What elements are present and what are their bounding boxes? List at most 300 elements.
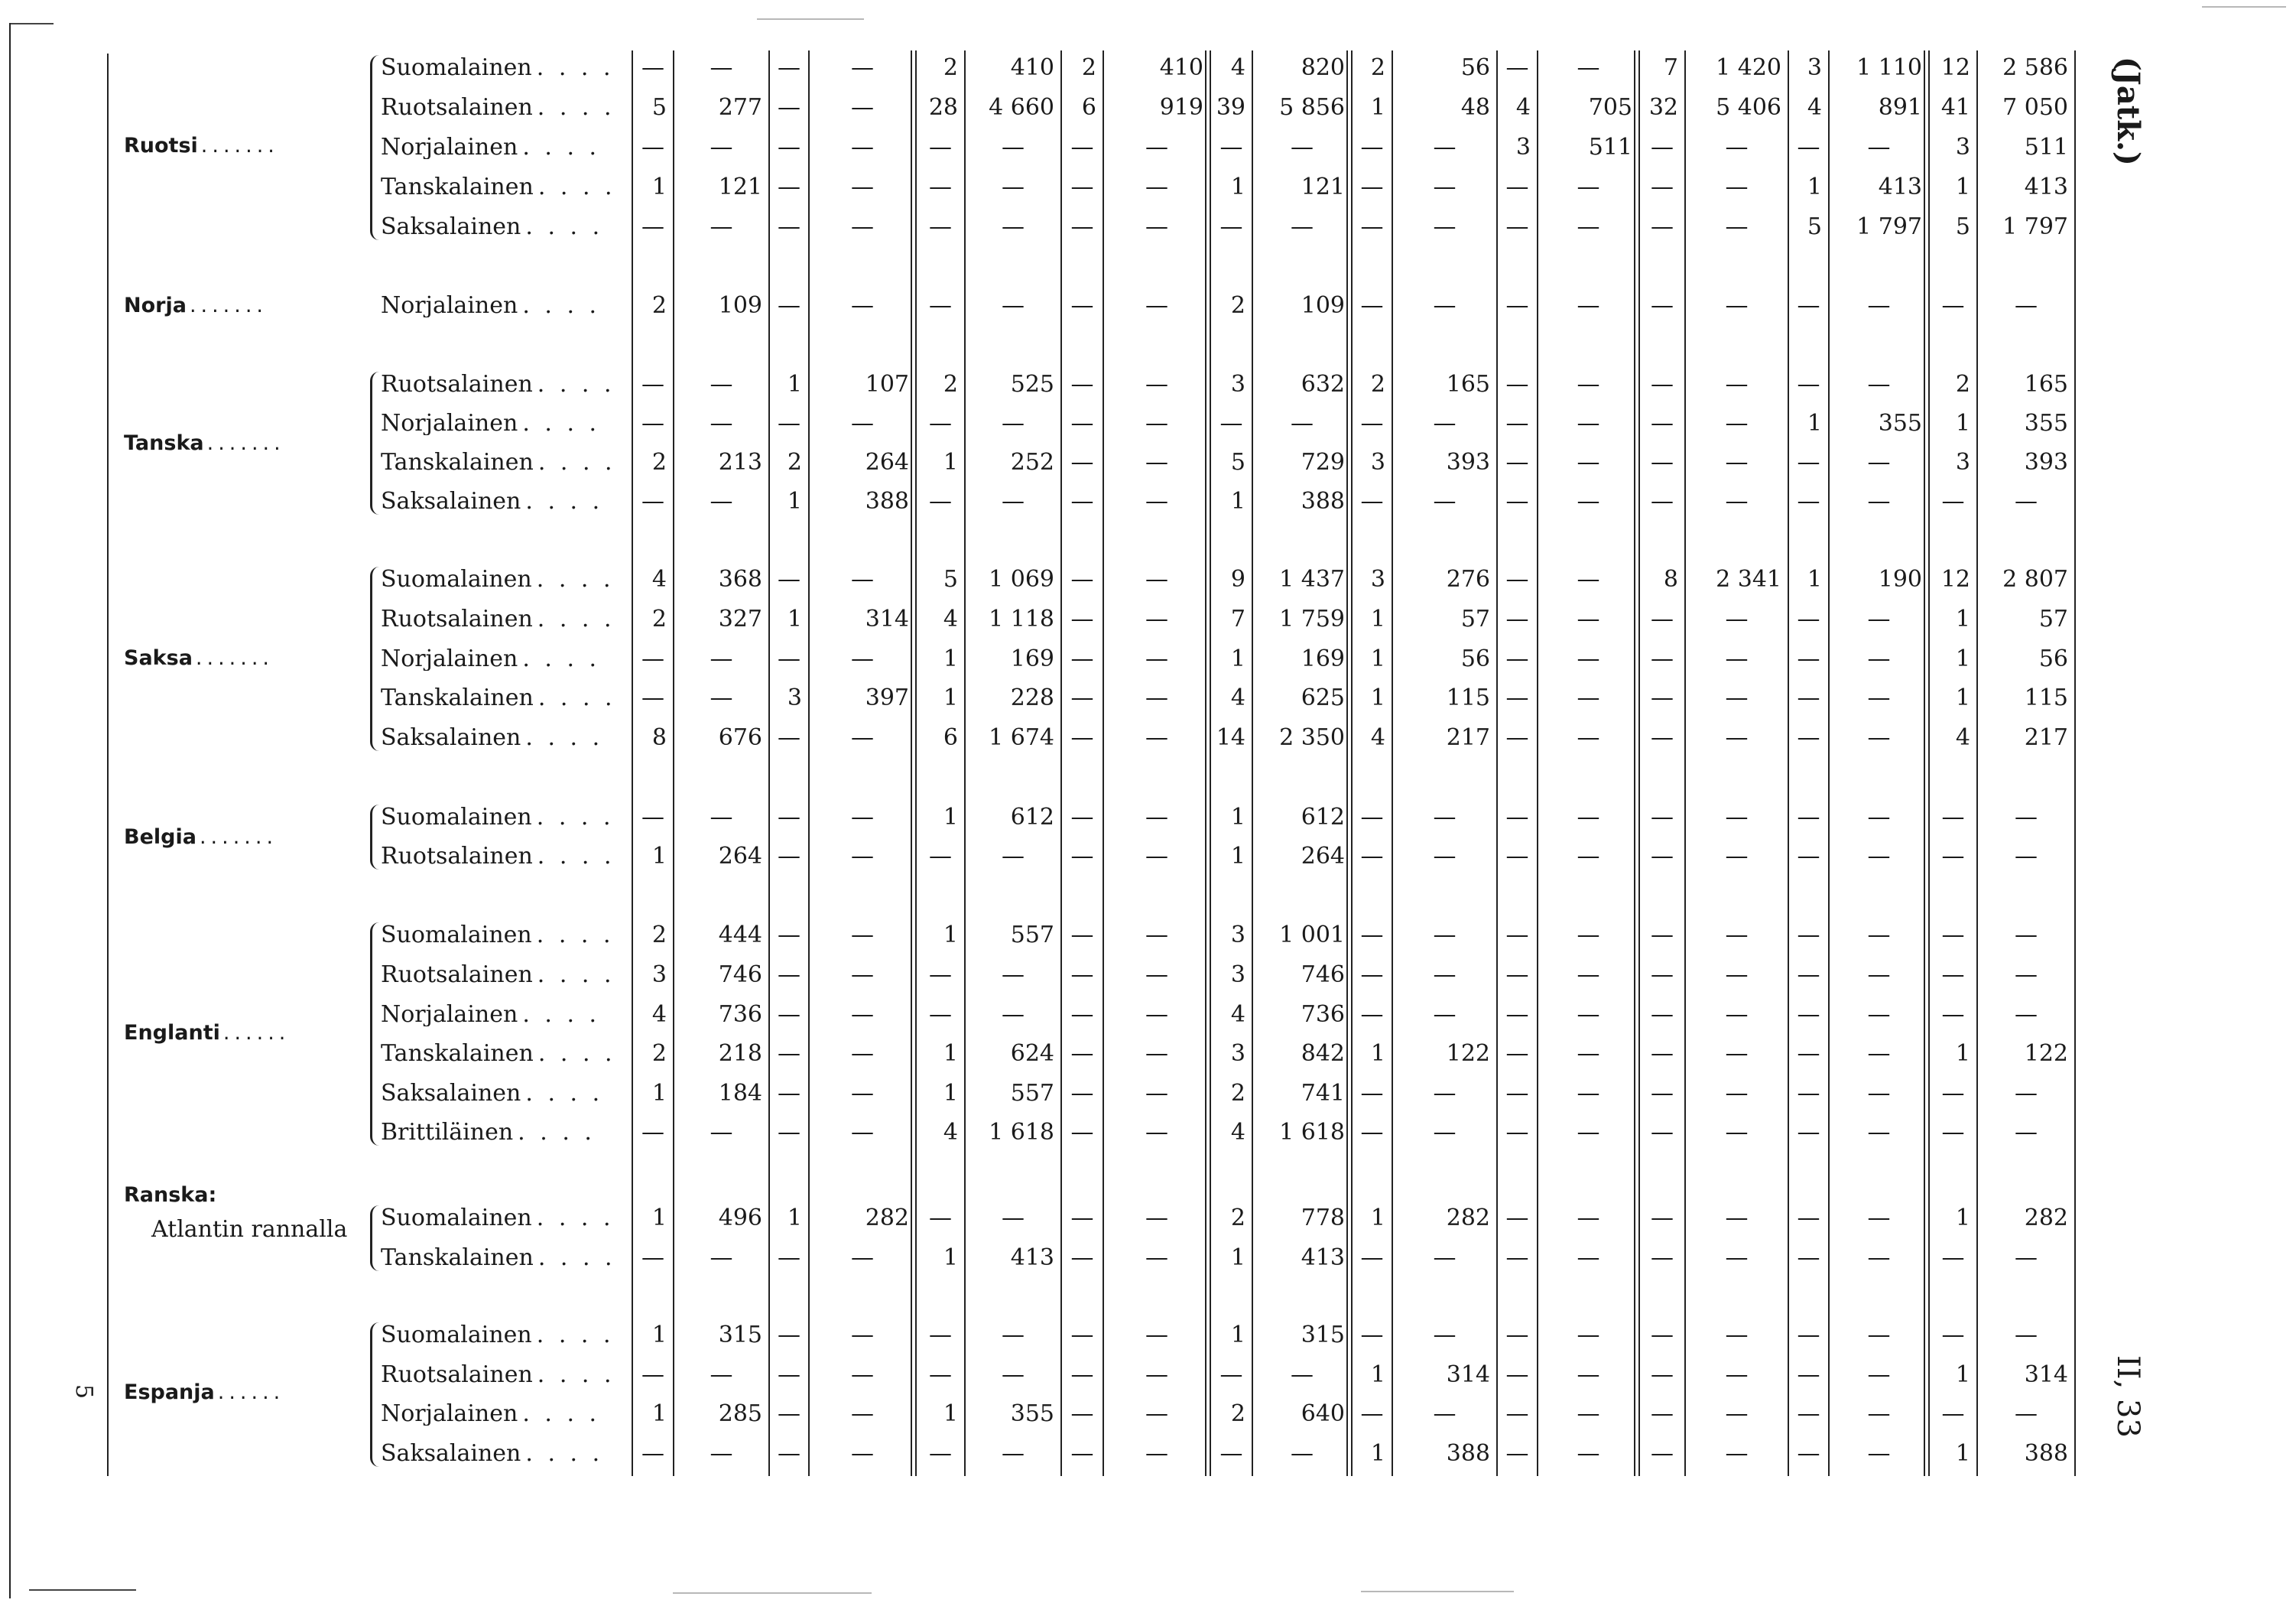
table-cell: —: [1577, 566, 1600, 593]
table-cell: 640: [1301, 1400, 1345, 1427]
leader-dots: . . . .: [522, 136, 601, 159]
table-cell: —: [1725, 1040, 1749, 1067]
table-cell: —: [1433, 922, 1457, 948]
table-cell: 496: [718, 1205, 762, 1231]
table-cell: —: [1433, 961, 1457, 988]
table-cell: —: [851, 922, 874, 948]
table-cell: —: [1867, 684, 1891, 711]
table-cell: —: [1505, 213, 1529, 240]
table-cell: 4: [943, 1119, 958, 1146]
table-cell: 2: [651, 449, 667, 476]
table-cell: —: [710, 134, 733, 161]
table-cell: 410: [1159, 54, 1203, 81]
table-cell: 736: [1301, 1001, 1345, 1028]
country-name: Saksa: [124, 646, 193, 670]
table-cell: 1 118: [989, 606, 1054, 632]
table-cell: 217: [2024, 724, 2068, 751]
row-label-text: Saksalainen: [381, 490, 521, 513]
leader-dots: . . . .: [522, 294, 601, 317]
table-cell: —: [1219, 410, 1243, 437]
table-cell: —: [1797, 1205, 1820, 1231]
row-label-text: Norjalainen: [381, 1003, 518, 1026]
table-cell: —: [1797, 724, 1820, 751]
table-cell: 2: [787, 449, 802, 476]
country-name: Belgia: [124, 825, 196, 849]
table-cell: —: [1002, 1322, 1025, 1348]
table-cell: —: [1797, 1001, 1820, 1028]
table-cell: 264: [865, 449, 909, 476]
table-cell: 1: [1955, 645, 1970, 672]
table-cell: —: [1651, 606, 1674, 632]
table-cell: —: [2015, 1080, 2038, 1107]
table-cell: 413: [1301, 1244, 1345, 1271]
table-cell: —: [1505, 684, 1529, 711]
table-cell: —: [1577, 843, 1600, 870]
table-cell: —: [1651, 684, 1674, 711]
table-cell: —: [1725, 371, 1749, 398]
table-cell: 1 618: [989, 1119, 1054, 1146]
table-cell: —: [1577, 1322, 1600, 1348]
table-cell: —: [1291, 213, 1314, 240]
table-cell: —: [1725, 174, 1749, 200]
table-cell: —: [1867, 645, 1891, 672]
table-cell: —: [1219, 1361, 1243, 1388]
country-name: Ranska:: [124, 1183, 217, 1207]
table-cell: 4: [1230, 1119, 1245, 1146]
table-cell: —: [1577, 54, 1600, 81]
table-cell: 1: [1230, 488, 1245, 515]
table-cell: 1: [1370, 645, 1385, 672]
table-cell: —: [1797, 961, 1820, 988]
row-label: [381, 806, 629, 829]
leader-dots: .......: [189, 294, 268, 317]
table-cell: 741: [1301, 1080, 1345, 1107]
table-cell: —: [1651, 1001, 1674, 1028]
table-cell: —: [1145, 134, 1168, 161]
table-cell: 264: [1301, 843, 1345, 870]
table-cell: —: [1291, 1440, 1314, 1467]
table-cell: —: [1070, 1361, 1094, 1388]
table-cell: —: [778, 724, 801, 751]
table-cell: —: [1577, 174, 1600, 200]
row-label-text: Suomalainen: [381, 806, 532, 829]
table-cell: —: [1145, 371, 1168, 398]
table-cell: —: [1797, 1440, 1820, 1467]
table-cell: —: [1797, 1244, 1820, 1271]
group-brace: [370, 922, 383, 1146]
table-cell: —: [1651, 1080, 1674, 1107]
row-label: [381, 924, 629, 947]
table-cell: —: [929, 488, 952, 515]
table-cell: —: [1360, 1400, 1384, 1427]
table-cell: —: [710, 1244, 733, 1271]
table-cell: —: [641, 54, 664, 81]
leader-dots: . . . .: [536, 924, 615, 947]
table-cell: —: [1867, 1244, 1891, 1271]
table-cell: 2: [651, 922, 667, 948]
table-cell: 7: [1230, 606, 1245, 632]
row-label: [381, 727, 629, 749]
table-cell: —: [1797, 371, 1820, 398]
table-cell: —: [1651, 1205, 1674, 1231]
table-cell: —: [1577, 645, 1600, 672]
table-cell: —: [1145, 292, 1168, 319]
table-cell: —: [1145, 1400, 1168, 1427]
leader-dots: . . . .: [536, 57, 615, 80]
table-cell: 1: [1955, 410, 1970, 437]
table-cell: —: [851, 292, 874, 319]
table-cell: —: [851, 134, 874, 161]
table-cell: —: [2015, 488, 2038, 515]
table-cell: 57: [2038, 606, 2068, 632]
country-name: Ruotsi: [124, 134, 198, 158]
table-cell: —: [2015, 1244, 2038, 1271]
table-cell: —: [1797, 684, 1820, 711]
table-cell: 2: [1370, 371, 1385, 398]
table-cell: 3: [1230, 922, 1245, 948]
table-cell: 1 797: [1856, 213, 1922, 240]
table-cell: —: [1145, 684, 1168, 711]
leader-dots: . . . .: [525, 216, 604, 239]
table-cell: —: [778, 961, 801, 988]
table-cell: 12: [1940, 566, 1970, 593]
table-cell: 8: [651, 724, 667, 751]
table-cell: —: [1070, 1205, 1094, 1231]
table-cell: —: [778, 1244, 801, 1271]
row-label-text: Ruotsalainen: [381, 608, 533, 631]
table-cell: —: [1577, 1205, 1600, 1231]
table-cell: —: [778, 1040, 801, 1067]
table-cell: —: [1002, 410, 1025, 437]
table-cell: 632: [1301, 371, 1345, 398]
table-cell: —: [1145, 1001, 1168, 1028]
top-left-rule: [9, 23, 54, 24]
leader-dots: . . . .: [518, 1121, 596, 1144]
table-cell: —: [2015, 804, 2038, 831]
table-cell: 4: [1955, 724, 1970, 751]
table-cell: 388: [1301, 488, 1345, 515]
table-cell: —: [710, 804, 733, 831]
table-cell: —: [778, 566, 801, 593]
table-cell: —: [1433, 1322, 1457, 1348]
table-cell: 327: [718, 606, 762, 632]
leader-dots: ......: [222, 1021, 291, 1045]
row-label: [381, 1403, 629, 1426]
table-cell: 1: [1230, 804, 1245, 831]
table-cell: —: [929, 410, 952, 437]
table-cell: 115: [2024, 684, 2068, 711]
row-label: [381, 1247, 629, 1270]
table-cell: —: [1002, 961, 1025, 988]
table-cell: —: [1505, 645, 1529, 672]
table-cell: 2 586: [2002, 54, 2068, 81]
table-cell: —: [710, 684, 733, 711]
table-cell: —: [1070, 1080, 1094, 1107]
table-cell: 28: [928, 94, 958, 121]
table-cell: —: [1651, 1040, 1674, 1067]
table-cell: —: [641, 1361, 664, 1388]
table-cell: 705: [1588, 94, 1632, 121]
table-cell: —: [1002, 843, 1025, 870]
table-cell: 1: [1370, 1040, 1385, 1067]
table-cell: 190: [1878, 566, 1922, 593]
table-cell: —: [1070, 488, 1094, 515]
table-cell: —: [1867, 1205, 1891, 1231]
row-label: [381, 1121, 629, 1144]
leader-dots: . . . .: [536, 1207, 615, 1230]
table-cell: 612: [1301, 804, 1345, 831]
table-cell: 1: [1230, 843, 1245, 870]
table-cell: 2 341: [1716, 566, 1781, 593]
table-cell: —: [778, 94, 801, 121]
table-cell: —: [1651, 292, 1674, 319]
table-cell: —: [1797, 1361, 1820, 1388]
row-label-text: Ruotsalainen: [381, 845, 533, 868]
table-cell: —: [1505, 1080, 1529, 1107]
table-cell: —: [1145, 843, 1168, 870]
table-cell: —: [1797, 449, 1820, 476]
bottom-faint-rule-2: [1361, 1591, 1514, 1592]
country-name: Englanti: [124, 1021, 220, 1045]
table-cell: 1: [943, 1040, 958, 1067]
table-cell: —: [1505, 54, 1529, 81]
table-cell: —: [1070, 449, 1094, 476]
table-cell: 121: [718, 174, 762, 200]
table-cell: 1 110: [1856, 54, 1922, 81]
table-cell: —: [1651, 1361, 1674, 1388]
table-cell: 115: [1446, 684, 1490, 711]
table-cell: —: [778, 174, 801, 200]
table-cell: —: [1797, 1119, 1820, 1146]
table-cell: —: [1577, 1119, 1600, 1146]
table-cell: —: [1941, 1001, 1965, 1028]
table-cell: —: [2015, 961, 2038, 988]
table-cell: —: [929, 961, 952, 988]
table-cell: 736: [718, 1001, 762, 1028]
leader-dots: .......: [200, 134, 279, 158]
table-cell: —: [1797, 1400, 1820, 1427]
table-cell: —: [1145, 410, 1168, 437]
table-cell: —: [1145, 724, 1168, 751]
table-cell: —: [1505, 1400, 1529, 1427]
table-cell: 3: [651, 961, 667, 988]
table-cell: 1: [1955, 1440, 1970, 1467]
table-cell: 729: [1301, 449, 1345, 476]
table-cell: 1: [1807, 174, 1822, 200]
table-cell: 525: [1010, 371, 1054, 398]
table-cell: 1: [1955, 1205, 1970, 1231]
table-cell: —: [1070, 213, 1094, 240]
table-cell: 282: [2024, 1205, 2068, 1231]
table-cell: —: [1725, 922, 1749, 948]
row-label-text: Norjalainen: [381, 648, 518, 671]
table-cell: —: [1433, 843, 1457, 870]
table-cell: —: [1070, 684, 1094, 711]
table-cell: —: [1725, 1080, 1749, 1107]
row-label-text: Saksalainen: [381, 1442, 521, 1465]
table-cell: 1: [1230, 1244, 1245, 1271]
table-cell: 388: [1446, 1440, 1490, 1467]
row-label-text: Ruotsalainen: [381, 373, 533, 396]
row-label: [381, 608, 629, 631]
table-cell: 842: [1301, 1040, 1345, 1067]
table-cell: —: [1867, 292, 1891, 319]
table-cell: —: [1145, 606, 1168, 632]
table-cell: —: [1867, 1361, 1891, 1388]
table-cell: 2 350: [1279, 724, 1345, 751]
table-cell: —: [641, 410, 664, 437]
table-cell: —: [1577, 684, 1600, 711]
table-cell: —: [1577, 1040, 1600, 1067]
table-cell: —: [1070, 134, 1094, 161]
table-cell: —: [929, 1440, 952, 1467]
table-cell: —: [1797, 645, 1820, 672]
country-label: [124, 1381, 284, 1404]
table-cell: 4 660: [989, 94, 1054, 121]
table-cell: 121: [1301, 174, 1345, 200]
row-label-text: Tanskalainen: [381, 1042, 534, 1065]
table-cell: —: [1577, 724, 1600, 751]
table-cell: 5 406: [1716, 94, 1781, 121]
table-cell: —: [1505, 1244, 1529, 1271]
table-cell: —: [1725, 724, 1749, 751]
table-cell: —: [1577, 961, 1600, 988]
country-label: [124, 432, 285, 455]
row-label-text: Suomalainen: [381, 924, 532, 947]
country-label: [124, 294, 268, 317]
table-cell: 277: [718, 94, 762, 121]
table-cell: 778: [1301, 1205, 1345, 1231]
table-cell: 624: [1010, 1040, 1054, 1067]
table-cell: 9: [1230, 566, 1245, 593]
table-cell: 1 001: [1279, 922, 1345, 948]
table-cell: —: [1360, 961, 1384, 988]
table-cell: —: [1867, 371, 1891, 398]
table-cell: 1: [943, 1400, 958, 1427]
table-cell: —: [1070, 724, 1094, 751]
table-cell: —: [1577, 1244, 1600, 1271]
table-cell: 57: [1460, 606, 1490, 632]
table-cell: 3: [1515, 134, 1531, 161]
table-cell: 1: [651, 174, 667, 200]
table-cell: —: [1070, 804, 1094, 831]
row-label-text: Norjalainen: [381, 294, 518, 317]
table-cell: —: [851, 1001, 874, 1028]
table-cell: 1: [651, 1205, 667, 1231]
table-cell: —: [778, 54, 801, 81]
table-cell: —: [1433, 410, 1457, 437]
table-cell: —: [1070, 566, 1094, 593]
table-cell: —: [1360, 922, 1384, 948]
table-cell: —: [778, 134, 801, 161]
table-cell: —: [1070, 410, 1094, 437]
table-cell: —: [778, 1440, 801, 1467]
table-cell: —: [1505, 1040, 1529, 1067]
table-cell: —: [778, 1400, 801, 1427]
table-cell: —: [1577, 1361, 1600, 1388]
table-cell: 891: [1878, 94, 1922, 121]
table-cell: —: [1433, 1400, 1457, 1427]
table-cell: —: [1867, 843, 1891, 870]
table-cell: 3: [1230, 961, 1245, 988]
table-cell: —: [1145, 1040, 1168, 1067]
table-cell: 5: [943, 566, 958, 593]
table-cell: —: [1577, 292, 1600, 319]
table-cell: 3: [1955, 449, 1970, 476]
table-cell: 3: [1807, 54, 1822, 81]
table-cell: —: [1145, 1244, 1168, 1271]
table-cell: —: [1867, 1119, 1891, 1146]
table-cell: —: [1070, 292, 1094, 319]
table-cell: —: [1867, 606, 1891, 632]
table-cell: 1: [1230, 1322, 1245, 1348]
table-cell: —: [1291, 1361, 1314, 1388]
table-cell: 444: [718, 922, 762, 948]
table-cell: —: [851, 961, 874, 988]
table-cell: —: [1725, 292, 1749, 319]
table-cell: —: [1725, 804, 1749, 831]
leader-dots: . . . .: [537, 1042, 616, 1065]
table-cell: 282: [1446, 1205, 1490, 1231]
table-cell: 2: [651, 1040, 667, 1067]
table-cell: —: [851, 566, 874, 593]
table-cell: —: [1651, 645, 1674, 672]
table-cell: —: [1941, 961, 1965, 988]
table-cell: —: [1577, 449, 1600, 476]
table-cell: 56: [1460, 54, 1490, 81]
table-cell: —: [778, 1080, 801, 1107]
table-cell: 285: [718, 1400, 762, 1427]
table-cell: —: [1360, 1322, 1384, 1348]
table-cell: —: [1360, 488, 1384, 515]
table-cell: —: [1651, 174, 1674, 200]
table-cell: —: [929, 1205, 952, 1231]
table-cell: —: [1291, 134, 1314, 161]
table-cell: 676: [718, 724, 762, 751]
table-cell: 48: [1460, 94, 1490, 121]
table-cell: 1: [1230, 174, 1245, 200]
table-cell: 4: [1230, 1001, 1245, 1028]
table-cell: —: [1725, 1001, 1749, 1028]
row-label-text: Ruotsalainen: [381, 1364, 533, 1387]
country-name: Tanska: [124, 431, 204, 455]
table-cell: —: [1867, 1080, 1891, 1107]
table-cell: 1: [1370, 1205, 1385, 1231]
table-cell: —: [641, 134, 664, 161]
table-cell: —: [1219, 134, 1243, 161]
table-cell: —: [851, 174, 874, 200]
table-cell: 122: [1446, 1040, 1490, 1067]
table-cell: —: [1002, 174, 1025, 200]
table-cell: —: [1577, 606, 1600, 632]
table-cell: 1: [651, 1400, 667, 1427]
table-cell: —: [851, 1040, 874, 1067]
table-cell: —: [1651, 410, 1674, 437]
table-cell: 6: [943, 724, 958, 751]
table-cell: 314: [2024, 1361, 2068, 1388]
table-cell: —: [641, 645, 664, 672]
table-cell: —: [1797, 1040, 1820, 1067]
table-cell: —: [1433, 488, 1457, 515]
leader-dots: ......: [217, 1380, 285, 1404]
table-cell: —: [1651, 134, 1674, 161]
table-cell: —: [1867, 134, 1891, 161]
row-label: [381, 1042, 629, 1065]
table-cell: —: [851, 1361, 874, 1388]
table-cell: —: [1505, 1205, 1529, 1231]
row-label-text: Tanskalainen: [381, 451, 534, 474]
table-cell: —: [1360, 174, 1384, 200]
